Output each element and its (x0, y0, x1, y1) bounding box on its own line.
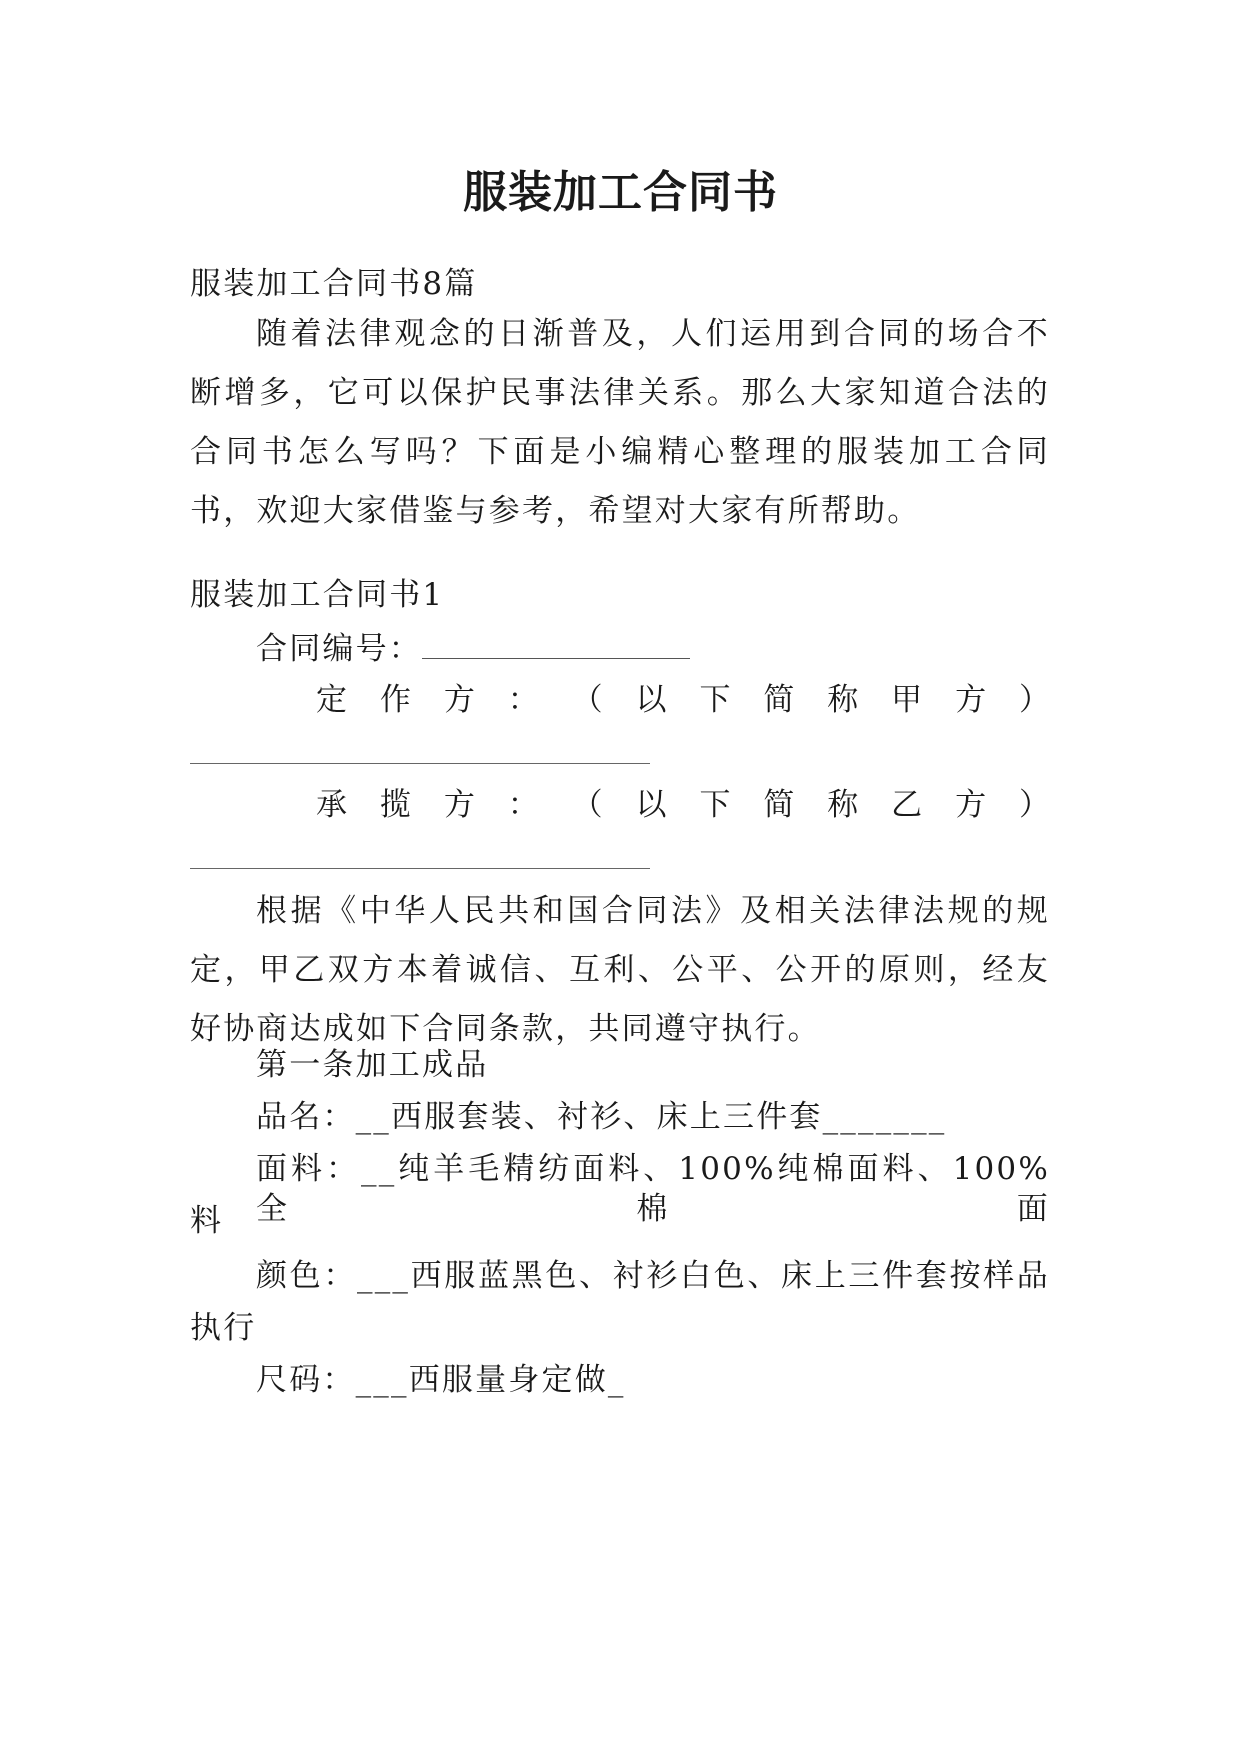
party-b-char: 简 (763, 787, 795, 823)
party-a-char: （ (571, 682, 603, 718)
party-b-char: ） (1018, 787, 1050, 823)
color-line-2: 执行 (190, 1310, 257, 1346)
party-b-char: 方 (443, 787, 475, 823)
party-b-char: 承 (316, 787, 347, 823)
party-b-char: 下 (699, 787, 731, 823)
party-a-char: ） (1018, 682, 1050, 718)
party-a-char: 方 (443, 682, 475, 718)
size-line: 尺码：___西服量身定做_ (256, 1362, 626, 1398)
product-name-line: 品名：__西服套装、衬衫、床上三件套_______ (256, 1099, 947, 1135)
party-b-char: 以 (635, 787, 667, 823)
party-a-char: ： (507, 682, 539, 718)
contract-number-label: 合同编号： (256, 631, 422, 667)
document-title: 服装加工合同书 (463, 167, 778, 218)
party-a-blank[interactable] (190, 763, 650, 764)
document-subtitle: 服装加工合同书8篇 (190, 266, 478, 302)
party-b-char: （ (571, 787, 603, 823)
fabric-line-1: 面料：__纯羊毛精纺面料、100%纯棉面料、100%全棉面 (256, 1151, 1050, 1227)
party-b-line (316, 785, 1050, 825)
party-a-line (316, 680, 1050, 720)
party-a-char: 定 (316, 682, 347, 718)
party-b-char: 方 (955, 787, 987, 823)
color-line-1: 颜色：___西服蓝黑色、衬衫白色、床上三件套按样品 (256, 1258, 1050, 1294)
party-b-char: 称 (827, 787, 859, 823)
party-b-blank[interactable] (190, 868, 650, 869)
party-a-char: 方 (955, 682, 987, 718)
article-1-heading: 第一条加工成品 (256, 1047, 489, 1083)
party-b-char: ： (507, 787, 539, 823)
party-a-char: 称 (827, 682, 859, 718)
contract-number-line (256, 629, 1050, 669)
contract-number-blank[interactable] (422, 630, 690, 659)
basis-paragraph: 根据《中华人民共和国合同法》及相关法律法规的规定，甲乙双方本着诚信、互利、公平、公开的原则，经友好协商达成如下合同条款，共同遵守执行。 (190, 893, 1050, 1047)
party-b-char: 乙 (891, 787, 923, 823)
party-a-char: 作 (379, 682, 411, 718)
party-a-char: 以 (635, 682, 667, 718)
party-b-char: 揽 (379, 787, 411, 823)
party-a-char: 甲 (891, 682, 923, 718)
section-heading: 服装加工合同书1 (190, 577, 445, 613)
intro-paragraph: 随着法律观念的日渐普及，人们运用到合同的场合不断增多，它可以保护民事法律关系。那么大家知道合法的合同书怎么写吗？下面是小编精心整理的服装加工合同书，欢迎大家借鉴与参考，希望对大家有所帮助。 (190, 316, 1050, 529)
party-a-char: 下 (699, 682, 731, 718)
fabric-line-2: 料 (190, 1203, 224, 1239)
party-a-char: 简 (763, 682, 795, 718)
